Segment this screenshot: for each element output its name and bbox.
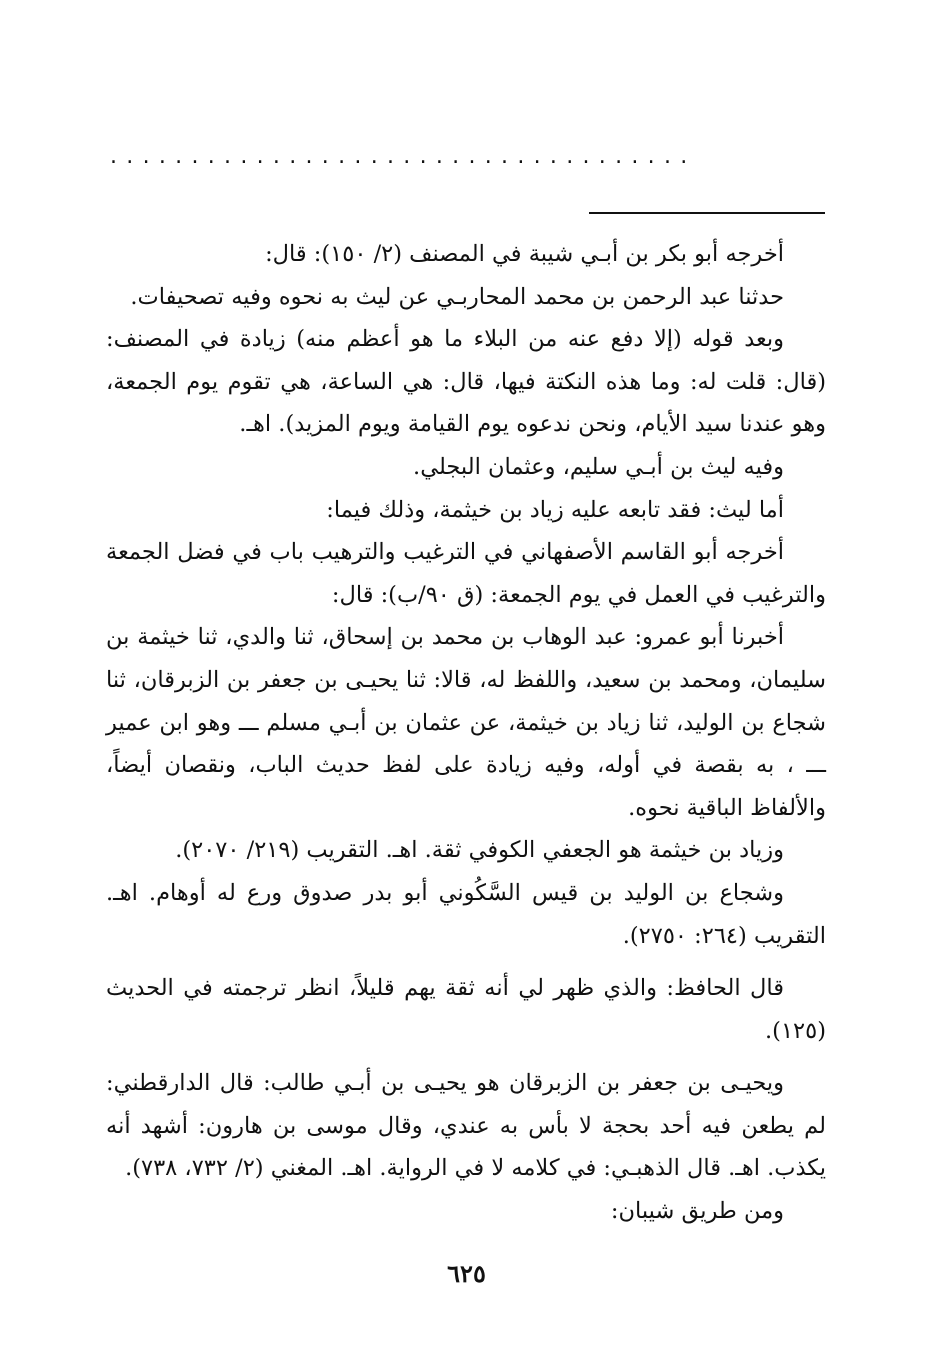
paragraph: وزياد بن خيثمة هو الجعفي الكوفي ثقة. اهـ. التقريب (٢١٩/ ٢٠٧٠). bbox=[175, 837, 784, 864]
paragraph: أما ليث: فقد تابعه عليه زياد بن خيثمة، وذلك فيما: bbox=[326, 496, 784, 523]
paragraph: حدثنا عبد الرحمن بن محمد المحاربـي عن ليث به نحوه وفيه تصحيفات. bbox=[130, 283, 784, 310]
paragraph: ومن طريق شيبان: bbox=[610, 1198, 784, 1225]
paragraph: أخرجه أبو القاسم الأصفهاني في الترغيب والترهيب باب في فضل الجمعة والترغيب في العمل في يوم الجمعة: (ق ٩٠/ب): قال: bbox=[106, 539, 826, 608]
page-body bbox=[106, 233, 826, 1233]
paragraph: وفيه ليث بن أبـي سليم، وعثمان البجلي. bbox=[413, 453, 784, 480]
paragraph: أخرجه أبو بكر بن أبـي شيبة في المصنف (٢/ ١٥٠): قال: bbox=[265, 241, 784, 267]
footnote-rule bbox=[589, 212, 825, 214]
page-number: ٦٢٥ bbox=[447, 1259, 486, 1288]
paragraph: وشجاع بن الوليد بن قيس السَّكُوني أبو بدر صدوق ورع له أوهام. اهـ. التقريب (٢٦٤: ٢٧٥٠). bbox=[106, 879, 826, 949]
dotted-separator: .................................... bbox=[110, 144, 697, 169]
paragraph: وبعد قوله (إلا دفع عنه من البلاء ما هو أعظم منه) زيادة في المصنف: (قال: قلت له: وما هذه النكتة فيها، قال: هي الساعة، هي تقوم يوم الجمعة، وهو عندنا سيد الأيام، ونحن ندعوه يوم القيامة ويوم المزيد). اهـ. bbox=[106, 326, 826, 438]
paragraph: أخبرنا أبو عمرو: عبد الوهاب بن محمد بن إسحاق، ثنا والدي، ثنا خيثمة بن سليمان، ومحمد بن سعيد، واللفظ له، قالا: ثنا يحيـى بن جعفر بن الزبرقان، ثنا شجاع بن الوليد، ثنا زياد بن خيثمة، عن عثمان بن أبـي مسلم ـــ وهو ابن عمير ـــ ، به بقصة في أوله، وفيه زيادة على لفظ حديث الباب، ونقصان أيضاً، والألفاظ الباقية نحوه. bbox=[106, 624, 826, 821]
paragraph: ويحيـى بن جعفر بن الزبرقان هو يحيـى بن أبـي طالب: قال الدارقطني: لم يطعن فيه أحد بحجة لا بأس به عندي، وقال موسى بن هارون: أشهد أنه يكذب. اهـ. قال الذهبـي: في كلامه لا في الرواية. اهـ. المغني (٢/ ٧٣٢، ٧٣٨). bbox=[106, 1070, 826, 1182]
paragraph: قال الحافظ: والذي ظهر لي أنه ثقة يهم قليلاً، انظر ترجمته في الحديث (١٢٥). bbox=[106, 975, 826, 1044]
